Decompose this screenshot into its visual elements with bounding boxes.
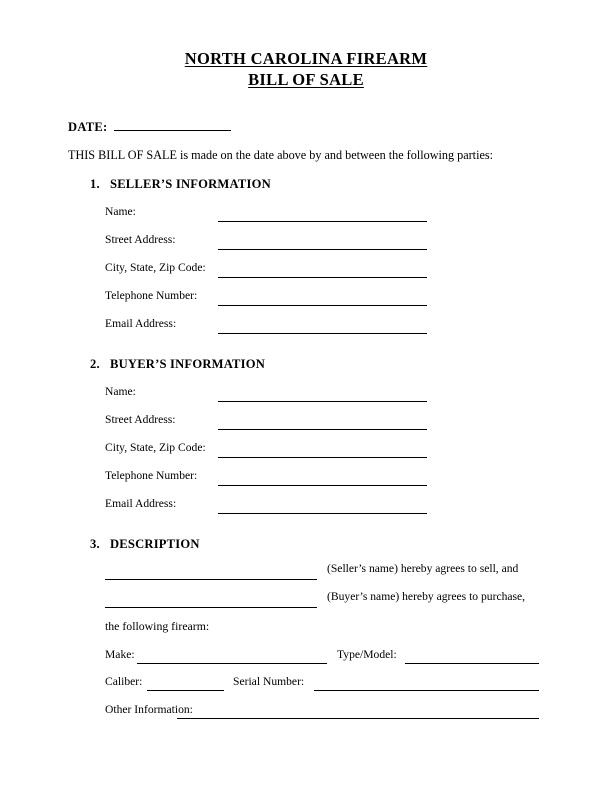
field-input-blank[interactable] — [218, 333, 427, 334]
seller-name-blank[interactable] — [105, 579, 317, 580]
date-label: DATE: — [68, 120, 108, 134]
title-line-2 — [0, 69, 612, 90]
type-model-label: Type/Model: — [337, 648, 397, 661]
seller-field-email — [105, 317, 435, 335]
title-line-1-text: NORTH CAROLINA FIREARM — [184, 49, 428, 68]
field-label: Name: — [105, 385, 136, 398]
field-label: Telephone Number: — [105, 289, 198, 302]
field-label: City, State, Zip Code: — [105, 261, 206, 274]
intro-paragraph: THIS BILL OF SALE is made on the date above by and between the following parties: — [68, 148, 493, 162]
buyer-field-telephone — [105, 469, 435, 487]
field-input-blank[interactable] — [218, 249, 427, 250]
other-information-label: Other Information: — [105, 703, 193, 716]
section-title-3: DESCRIPTION — [110, 537, 200, 551]
other-information-input-blank[interactable] — [177, 708, 539, 719]
seller-field-name — [105, 205, 435, 223]
caliber-input-blank[interactable] — [147, 680, 224, 691]
field-label: Name: — [105, 205, 136, 218]
date-input-blank[interactable] — [114, 119, 231, 131]
type-model-input-blank[interactable] — [405, 653, 539, 664]
section-title-1: SELLER’S INFORMATION — [110, 177, 271, 191]
clause-text: (Seller’s name) hereby agrees to sell, and — [327, 562, 519, 575]
field-label: Telephone Number: — [105, 469, 198, 482]
section-title-2: BUYER’S INFORMATION — [110, 357, 266, 371]
seller-field-city-state-zip — [105, 261, 435, 279]
field-input-blank[interactable] — [218, 221, 427, 222]
field-label: Email Address: — [105, 497, 177, 510]
caliber-label: Caliber: — [105, 675, 143, 688]
seller-field-telephone — [105, 289, 435, 307]
serial-number-input-blank[interactable] — [314, 680, 539, 691]
field-input-blank[interactable] — [218, 401, 427, 402]
following-firearm-note: the following firearm: — [105, 619, 210, 633]
field-input-blank[interactable] — [218, 485, 427, 486]
buyer-field-name — [105, 385, 435, 403]
field-input-blank[interactable] — [218, 277, 427, 278]
buyer-field-street-address — [105, 413, 435, 431]
section-number-1: 1. — [90, 177, 100, 191]
section-number-2: 2. — [90, 357, 100, 371]
field-label: Email Address: — [105, 317, 177, 330]
title-line-2-text: BILL OF SALE — [248, 70, 364, 89]
section-heading-description — [90, 537, 200, 552]
description-clause-buyer — [105, 590, 545, 610]
field-label: Street Address: — [105, 233, 176, 246]
make-input-blank[interactable] — [137, 653, 327, 664]
buyer-field-city-state-zip — [105, 441, 435, 459]
buyer-name-blank[interactable] — [105, 607, 317, 608]
description-clause-seller — [105, 562, 545, 582]
title-line-1 — [0, 48, 612, 69]
detail-row-other-information — [105, 703, 545, 721]
section-number-3: 3. — [90, 537, 100, 551]
field-input-blank[interactable] — [218, 305, 427, 306]
field-label: Street Address: — [105, 413, 176, 426]
field-label: City, State, Zip Code: — [105, 441, 206, 454]
field-input-blank[interactable] — [218, 457, 427, 458]
detail-row-caliber-serial — [105, 675, 545, 693]
document-title — [0, 48, 612, 90]
section-heading-buyer — [90, 357, 265, 372]
clause-text: (Buyer’s name) hereby agrees to purchase, — [327, 590, 526, 603]
section-heading-seller — [90, 177, 271, 192]
field-input-blank[interactable] — [218, 429, 427, 430]
buyer-field-email — [105, 497, 435, 515]
serial-number-label: Serial Number: — [233, 675, 305, 688]
date-row — [68, 119, 231, 135]
make-label: Make: — [105, 648, 135, 661]
detail-row-make-type-model — [105, 648, 545, 666]
seller-field-street-address — [105, 233, 435, 251]
field-input-blank[interactable] — [218, 513, 427, 514]
